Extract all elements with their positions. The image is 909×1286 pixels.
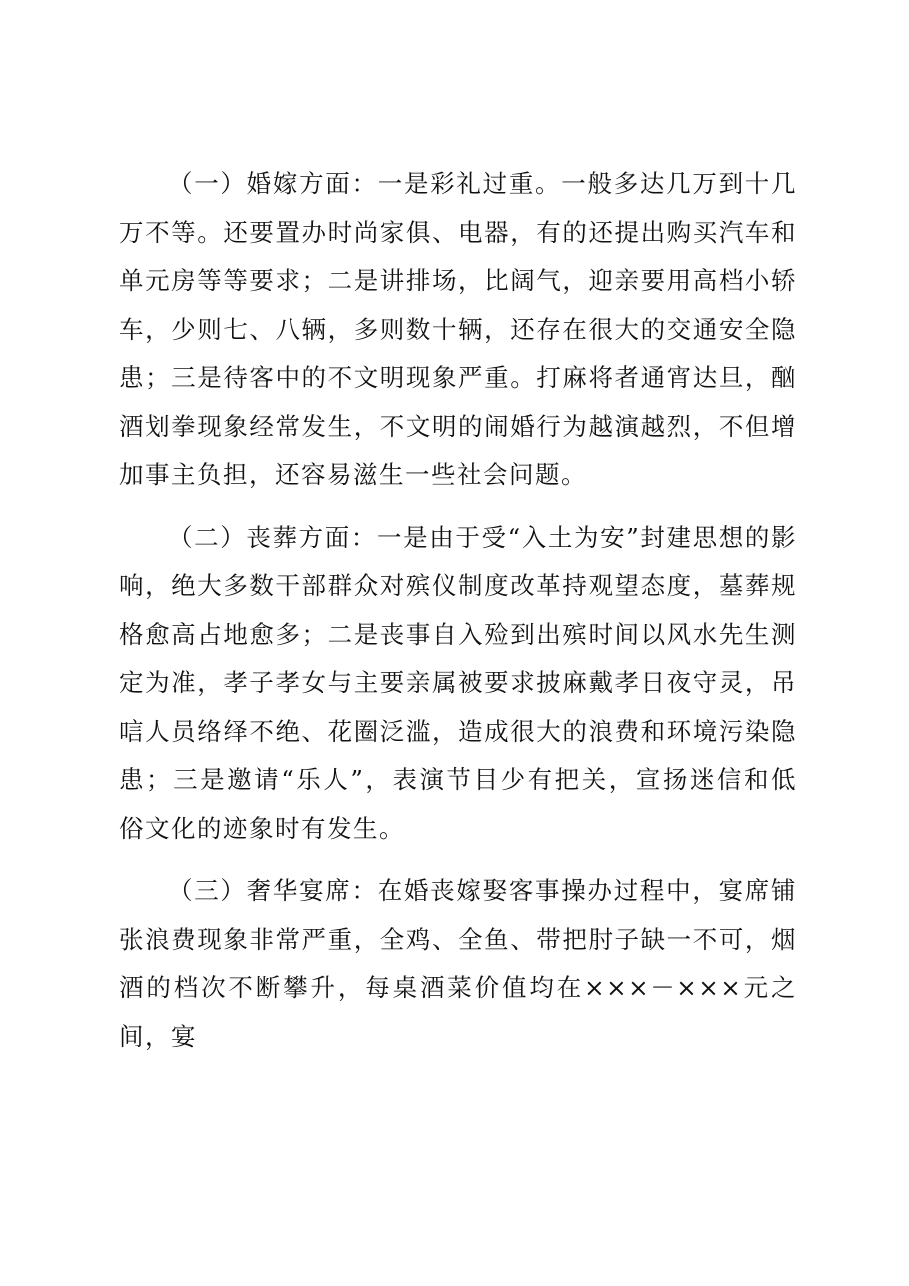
- paragraph-banquet: （三）奢华宴席：在婚丧嫁娶客事操办过程中，宴席铺张浪费现象非常严重，全鸡、全鱼、带把肘子缺一不可，烟酒的档次不断攀升，每桌酒菜价值均在×××－×××元之间，宴: [119, 876, 797, 1051]
- paragraph-funeral: （二）丧葬方面：一是由于受“入土为安”封建思想的影响，绝大多数干部群众对殡仪制度改革持观望态度，墓葬规格愈高占地愈多；二是丧事自入殓到出殡时间以风水先生测定为准，孝子孝女与主要亲属被要求披麻戴孝日夜守灵，吊唁人员络绎不绝、花圈泛滥，造成很大的浪费和环境污染隐患；三是邀请“乐人”，表演节目少有把关，宣扬迷信和低俗文化的迹象时有发生。: [119, 522, 797, 843]
- document-body: [119, 160, 797, 1075]
- paragraph-marriage: （一）婚嫁方面：一是彩礼过重。一般多达几万到十几万不等。还要置办时尚家俱、电器，有的还提出购买汽车和单元房等等要求；二是讲排场，比阔气，迎亲要用高档小轿车，少则七、八辆，多则数十辆，还存在很大的交通安全隐患；三是待客中的不文明现象严重。打麻将者通宵达旦，酗酒划拳现象经常发生，不文明的闹婚行为越演越烈，不但增加事主负担，还容易滋生一些社会问题。: [119, 169, 797, 489]
